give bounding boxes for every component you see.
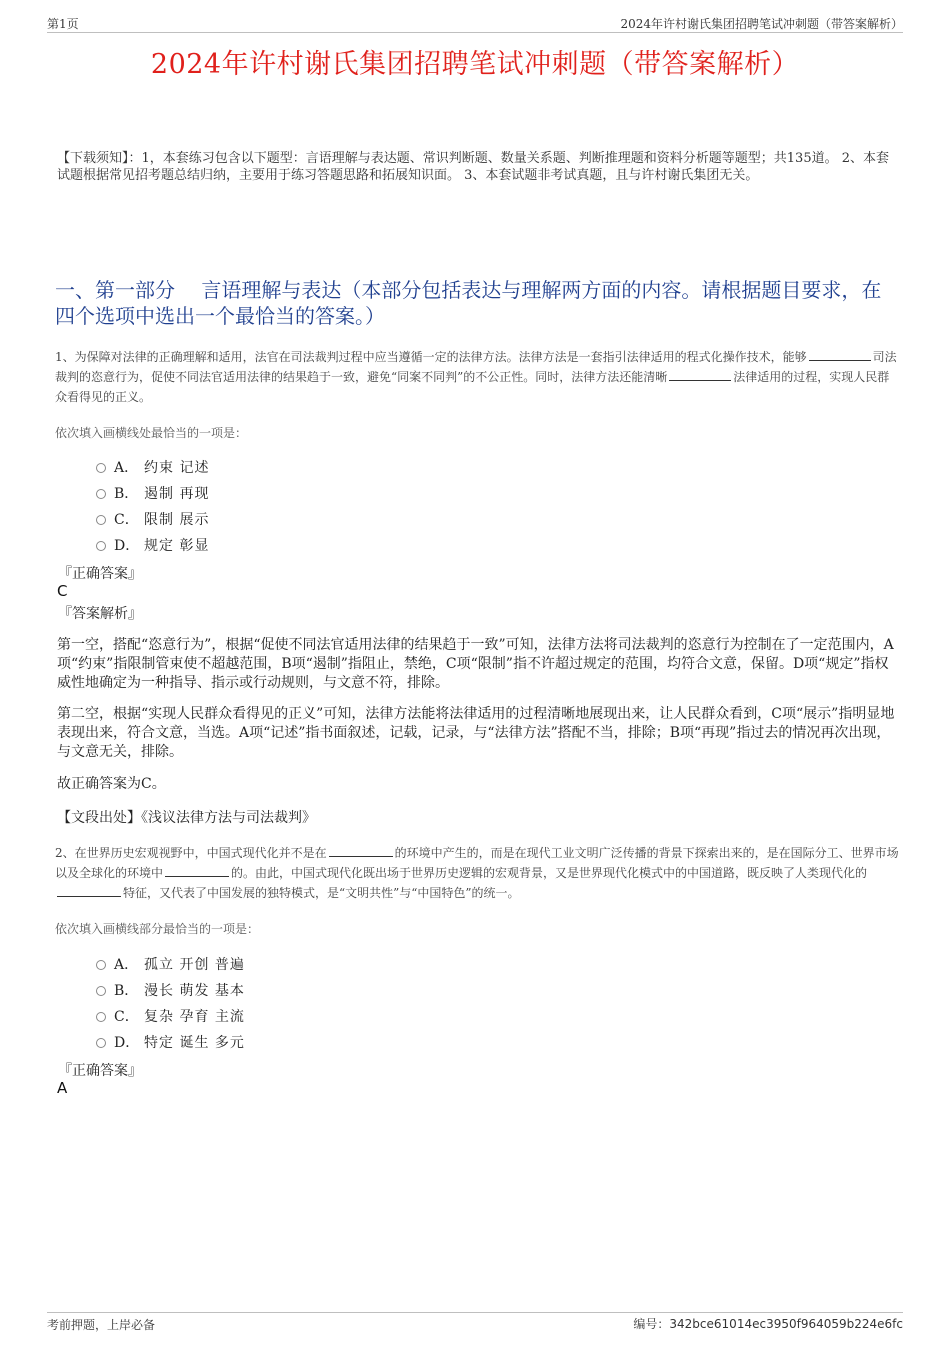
radio-button[interactable] xyxy=(96,489,106,499)
answer-blank xyxy=(57,884,121,897)
q1-stem-part: 法律适用的过程，实现人民群众看得见的正义。 xyxy=(55,370,890,404)
code-value: 342bce61014ec3950f964059b224e6fc xyxy=(669,1317,903,1331)
q1-analysis-para-2: 第二空，根据“实现人民群众看得见的正义”可知，法律方法能将法律适用的过程清晰地展现出来，让人民群众看到，C项“展示”指明显地表现出来，符合文意，当选。A项“记述”指书面叙述，记载，记录，与“法律方法”搭配不当，排除；B项“再现”指过去的情况再次出现，与文意无关，排除。 xyxy=(57,706,895,760)
q1-stem-part: 1、为保障对法律的正确理解和适用，法官在司法裁判过程中应当遵循一定的法律方法。法律方法是一套指引法律适用的程式化操作技术，能够 xyxy=(55,350,807,364)
page-footer xyxy=(47,1312,903,1333)
q2-option-d[interactable]: D． 特定 诞生 多元 xyxy=(96,1032,245,1052)
document-title: 2024年许村谢氏集团招聘笔试冲刺题（带答案解析） xyxy=(150,49,800,80)
q1-option-b[interactable]: B． 遏制 再现 xyxy=(96,483,209,503)
q2-answer: A xyxy=(57,1079,68,1097)
q2-stem-part: 的环境中产生的，而是在现代工业文明广泛传播的背景下探索出来的，是在国际分工、世界市场以及全球化的环境中 xyxy=(55,846,899,880)
q1-analysis-para-3: 故正确答案为C。 xyxy=(57,776,166,792)
q1-option-a[interactable]: A． 约束 记述 xyxy=(96,457,209,477)
q2-option-a[interactable]: A． 孤立 开创 普遍 xyxy=(96,954,245,974)
q1-option-c[interactable]: C． 限制 展示 xyxy=(96,509,209,529)
source-title: 《浅议法律方法与司法裁判》 xyxy=(141,810,316,826)
radio-button[interactable] xyxy=(96,515,106,525)
source-label: 【文段出处】 xyxy=(57,810,141,826)
q1-stem-part: 司法裁判的恣意行为，促使不同法官适用法律的结果趋于一致，避免“同案不同判”的不公正性。同时，法律方法还能清晰 xyxy=(55,350,897,384)
radio-button[interactable] xyxy=(96,1012,106,1022)
header-doc-title: 2024年许村谢氏集团招聘笔试冲刺题（带答案解析） xyxy=(620,17,903,31)
q2-option-b[interactable]: B． 漫长 萌发 基本 xyxy=(96,980,245,1000)
radio-button[interactable] xyxy=(96,960,106,970)
answer-blank xyxy=(165,864,229,877)
q1-prompt: 依次填入画横线处最恰当的一项是： xyxy=(55,426,248,440)
radio-button[interactable] xyxy=(96,463,106,473)
q1-analysis-label: 『答案解析』 xyxy=(58,606,142,622)
answer-blank xyxy=(329,844,393,857)
question-1-stem xyxy=(55,347,900,407)
download-notice xyxy=(57,150,897,184)
radio-button[interactable] xyxy=(96,986,106,996)
q2-answer-label: 『正确答案』 xyxy=(58,1063,142,1079)
answer-blank xyxy=(669,368,731,381)
notice-text: ：1，本套练习包含以下题型：言语理解与表达题、常识判断题、数量关系题、判断推理题和资料分析题等题型；共135道。 2、本套试题根据常见招考题总结归纳，主要用于练习答题思路和拓展知识面。 3、本套试题非考试真题，且与许村谢氏集团无关。 xyxy=(57,151,890,183)
footer-slogan: 考前押题，上岸必备 xyxy=(47,1318,156,1332)
footer-code xyxy=(633,1315,903,1332)
q2-prompt: 依次填入画横线部分最恰当的一项是： xyxy=(55,922,260,936)
q1-analysis-para-1: 第一空，搭配“恣意行为”，根据“促使不同法官适用法律的结果趋于一致”可知，法律方法将司法裁判的恣意行为控制在了一定范围内，A项“约束”指限制管束使不超越范围，B项“遏制”指阻止，禁绝，C项“限制”指不许超过规定的范围，均符合文意，保留。D项“规定”指权威性地确定为一种指导、指示或行动规则，与文意不符，排除。 xyxy=(57,637,894,691)
q1-answer-label: 『正确答案』 xyxy=(58,566,142,582)
code-label: 编号： xyxy=(633,1317,670,1331)
radio-button[interactable] xyxy=(96,541,106,551)
q1-answer: C xyxy=(57,582,68,600)
q1-option-d[interactable]: D． 规定 彰显 xyxy=(96,535,209,555)
page-number: 第1页 xyxy=(47,17,79,31)
notice-label: 【下载须知】 xyxy=(57,151,129,166)
answer-blank xyxy=(809,348,871,361)
q2-stem-part: 特征，又代表了中国发展的独特模式，是“文明共性”与“中国特色”的统一。 xyxy=(123,886,520,900)
q2-option-c[interactable]: C． 复杂 孕育 主流 xyxy=(96,1006,245,1026)
q1-source xyxy=(57,809,895,828)
page-header xyxy=(47,14,903,33)
q2-stem-part: 的。由此，中国式现代化既出场于世界历史逻辑的宏观背景，又是世界现代化模式中的中国道路，既反映了人类现代化的 xyxy=(231,866,868,880)
section-heading: 一、第一部分 言语理解与表达（本部分包括表达与理解两方面的内容。请根据题目要求，在四个选项中选出一个最恰当的答案。） xyxy=(55,278,882,328)
q2-stem-part: 2、在世界历史宏观视野中，中国式现代化并不是在 xyxy=(55,846,327,860)
radio-button[interactable] xyxy=(96,1038,106,1048)
question-2-stem xyxy=(55,843,900,903)
